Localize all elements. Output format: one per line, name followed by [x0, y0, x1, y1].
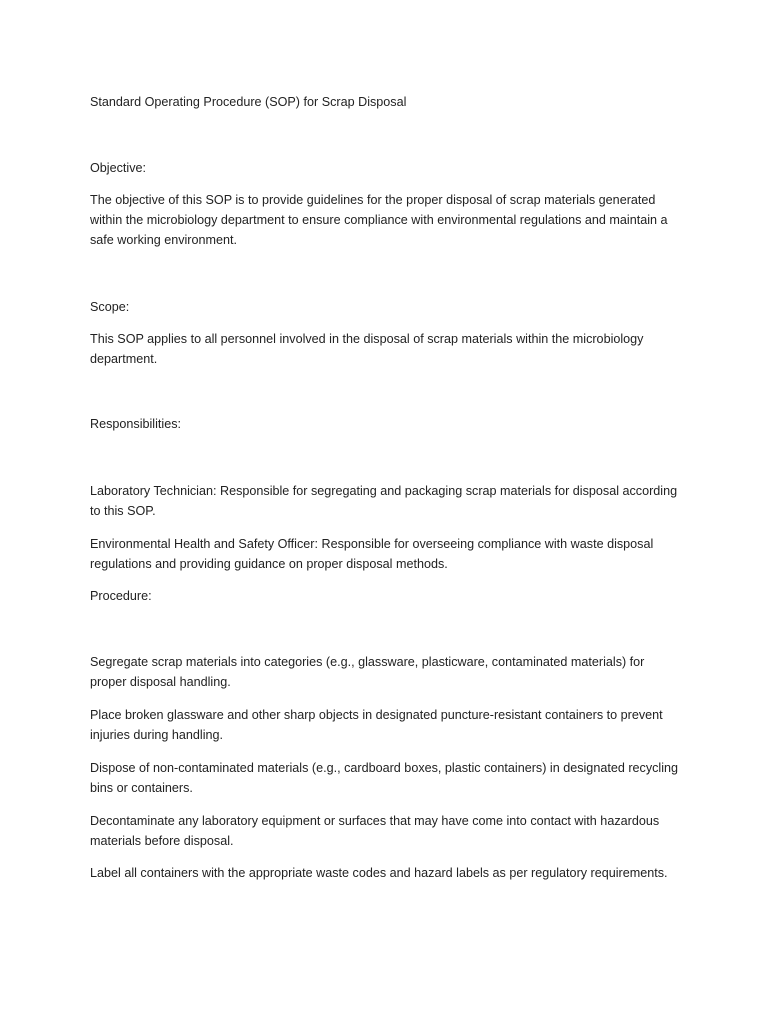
- objective-text: The objective of this SOP is to provide guidelines for the proper disposal of scrap materials generated within the microbiology department to ensure compliance with environmental regulations and maintain a safe working environment.: [90, 193, 668, 247]
- responsibility-item: Environmental Health and Safety Officer: Responsible for overseeing compliance with waste disposal regulations and providing guidance on proper disposal methods.: [90, 537, 654, 571]
- objective-heading: Objective:: [90, 161, 146, 175]
- responsibility-item: Laboratory Technician: Responsible for segregating and packaging scrap materials for disposal according to this SOP.: [90, 484, 678, 518]
- procedure-step: Segregate scrap materials into categories (e.g., glassware, plasticware, contaminated materials) for proper disposal handling.: [90, 655, 645, 689]
- procedure-heading: Procedure:: [90, 589, 152, 603]
- procedure-step: Dispose of non-contaminated materials (e.g., cardboard boxes, plastic containers) in designated recycling bins or containers.: [90, 761, 679, 795]
- scope-text: This SOP applies to all personnel involved in the disposal of scrap materials within the microbiology department.: [90, 332, 644, 366]
- procedure-step: Decontaminate any laboratory equipment or surfaces that may have come into contact with hazardous materials before disposal.: [90, 814, 660, 848]
- scope-heading: Scope:: [90, 300, 130, 314]
- document-title: Standard Operating Procedure (SOP) for Scrap Disposal: [90, 95, 407, 109]
- procedure-step: Label all containers with the appropriate waste codes and hazard labels as per regulatory requirements.: [90, 866, 668, 880]
- procedure-step: Place broken glassware and other sharp objects in designated puncture-resistant containers to prevent injuries during handling.: [90, 708, 663, 742]
- responsibilities-heading: Responsibilities:: [90, 417, 181, 431]
